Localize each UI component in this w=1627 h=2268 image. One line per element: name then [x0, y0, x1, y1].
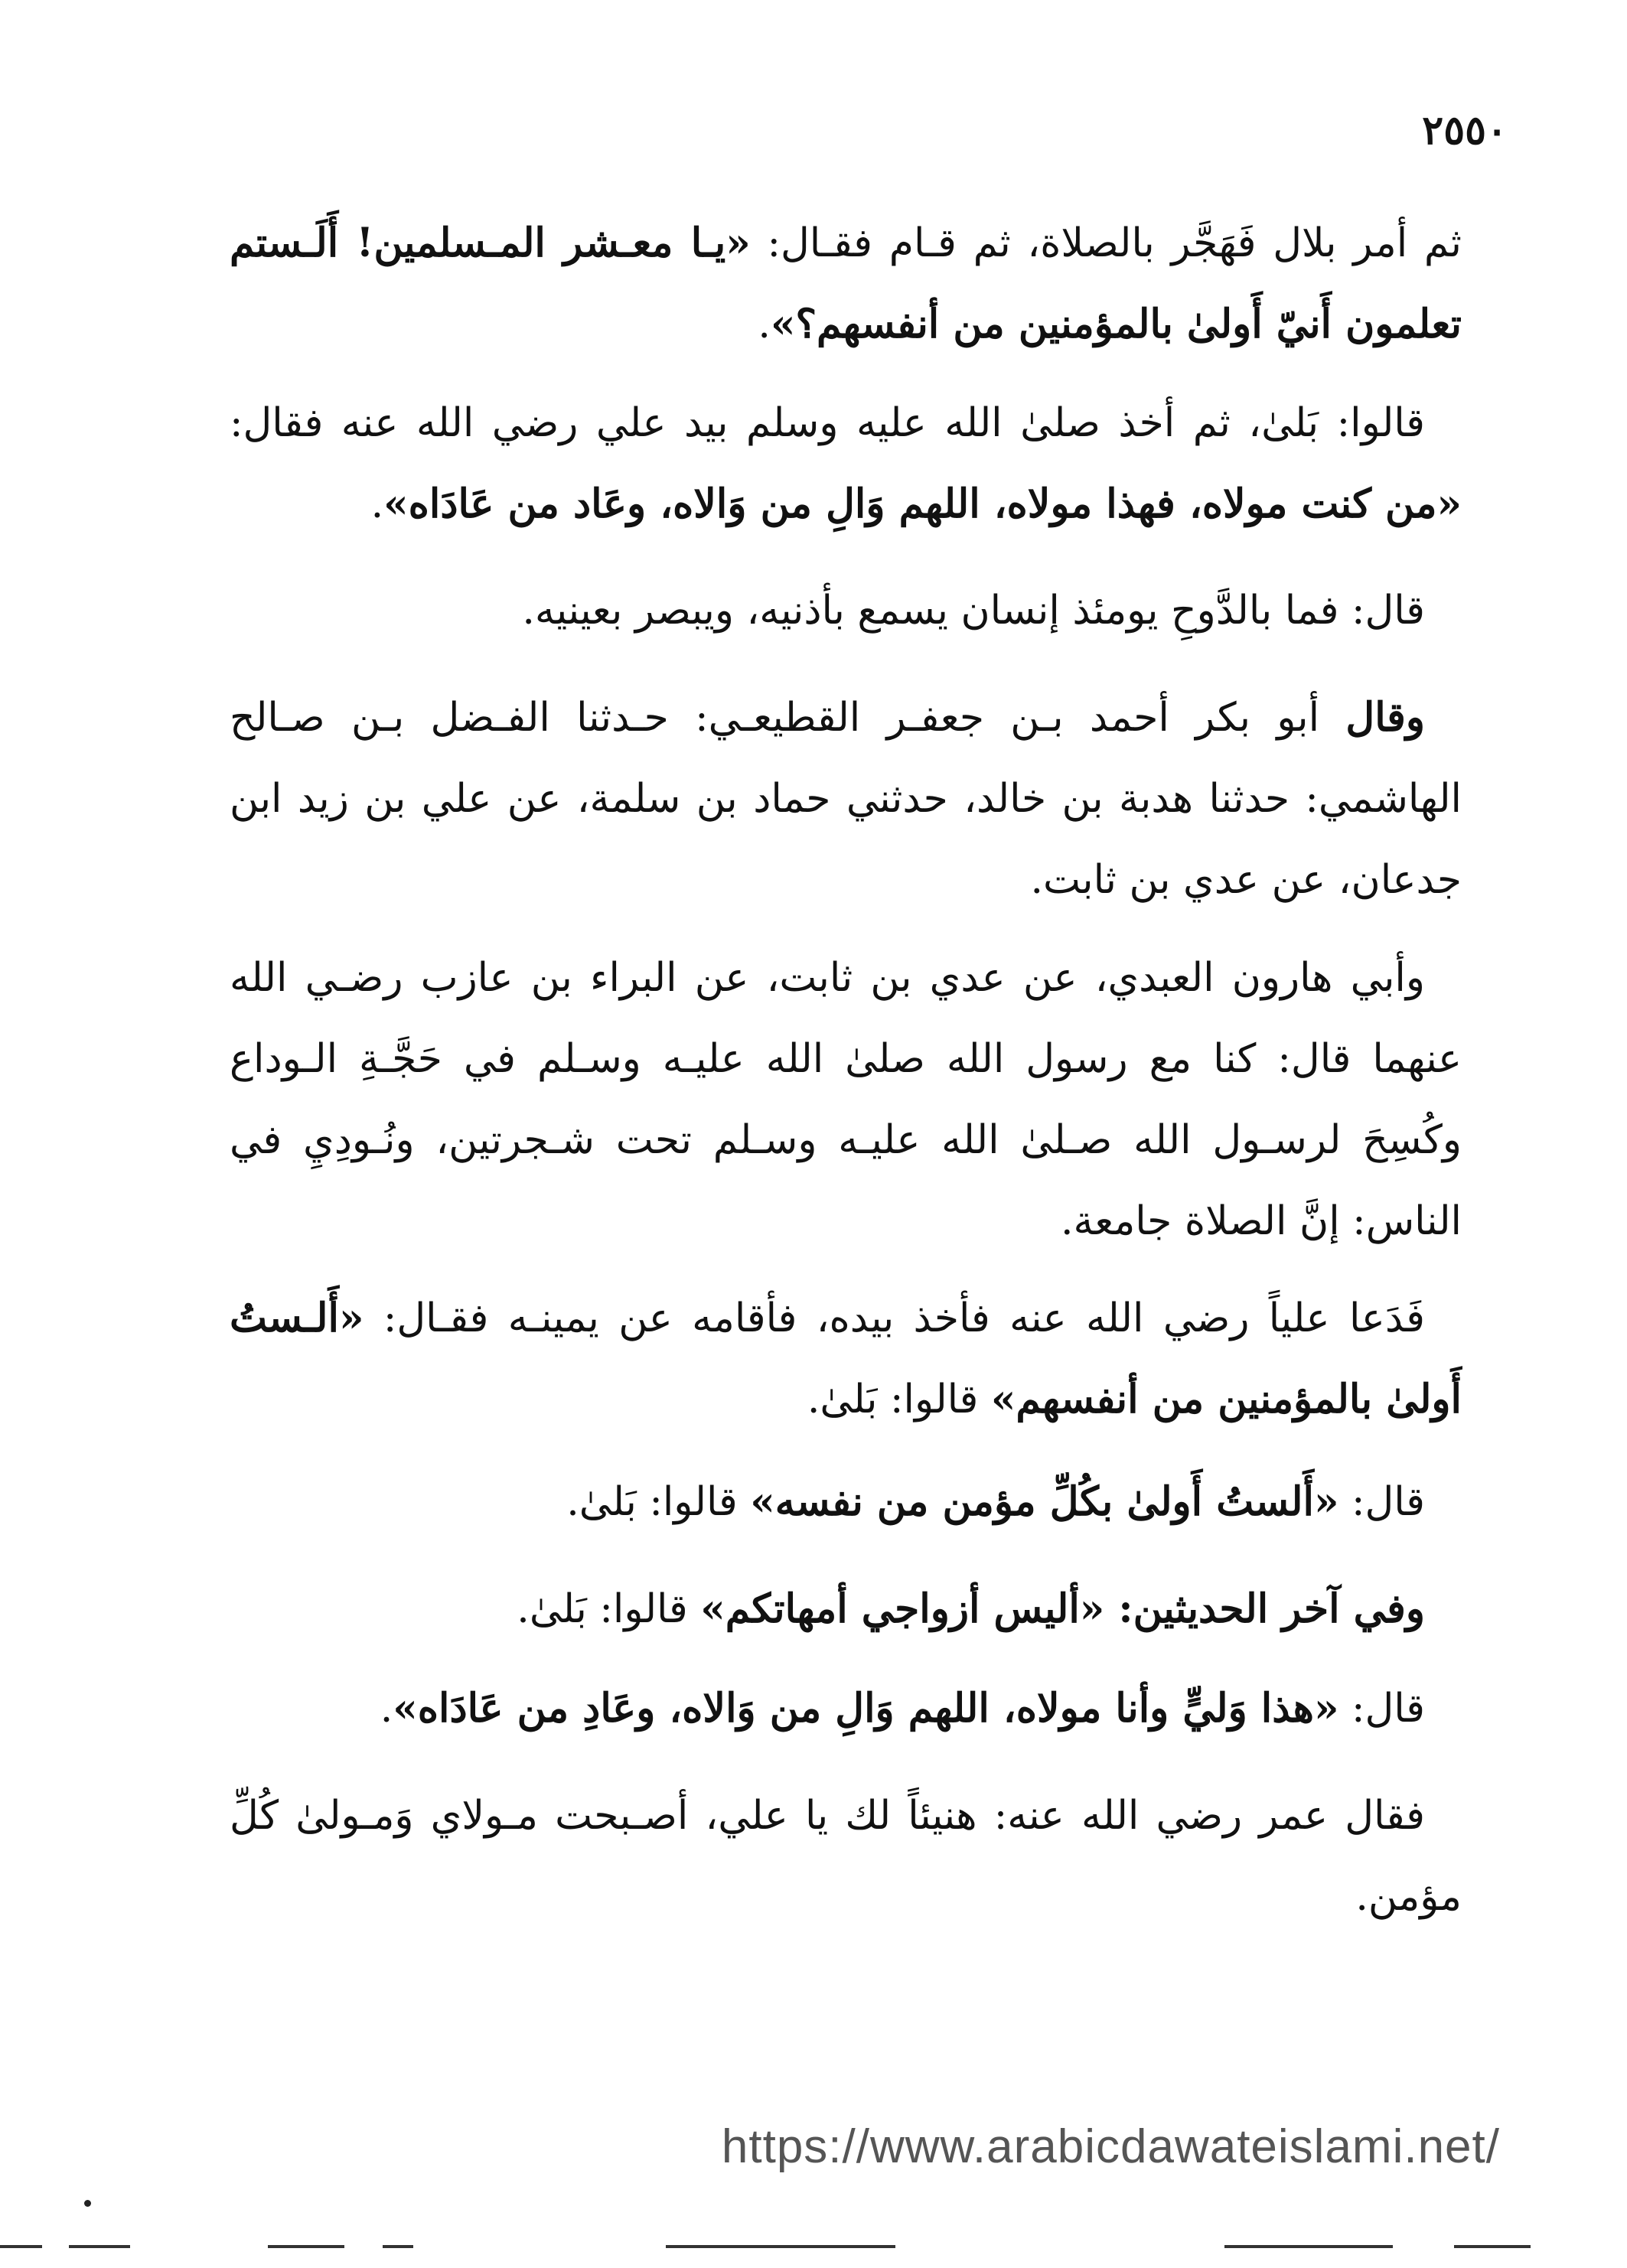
bottom-rule [1454, 2245, 1531, 2248]
text-run: قال: [1338, 1479, 1425, 1525]
text-run-bold: «أَلـستُ أَولىٰ بالمؤمنين من أنفسهم» [230, 1295, 1462, 1422]
bottom-rule [1224, 2245, 1393, 2248]
paragraph-2 [230, 383, 1462, 545]
paragraph-text [230, 677, 1462, 921]
text-run: أبو بكر أحمد بـن جعفـر القطيعـي: حـدثنا الفـضل بـن صـالح الهاشمي: حدثنا هدبة بن خالد، حدثني حماد بن سلمة، عن علي بن زيد ابن جدعان، عن عدي بن ثابت. [230, 695, 1462, 903]
paragraph-text [230, 1278, 1462, 1440]
text-run-bold: «يـا معـشر المـسلمين! أَلَـستم تعلمون أَنيّ أَولىٰ بالمؤمنين من أنفسهم؟» [230, 220, 1462, 347]
text-run: قال: فما بالدَّوحِ يومئذ إنسان يسمع بأذنيه، ويبصر بعينيه. [522, 588, 1425, 634]
paragraph-10 [230, 1775, 1462, 1937]
paragraph-5 [230, 937, 1462, 1262]
scan-dot [84, 2200, 91, 2207]
paragraph-text [230, 383, 1462, 545]
text-run: قالوا: بَلىٰ. [807, 1377, 991, 1422]
paragraph-text [230, 570, 1462, 651]
text-run: قالوا: بَلىٰ، ثم أخذ صلىٰ الله عليه وسلم بيد علي رضي الله عنه فقال: [230, 400, 1425, 446]
text-run-bold: وقال [1345, 694, 1425, 741]
paragraph-7 [230, 1461, 1462, 1543]
text-run-bold: «أليس أزواجي أمهاتكم» [700, 1585, 1105, 1632]
text-run-bold: «هذا وَليٍّ وأنا مولاه، اللهم وَالِ من وَالاه، وعَادِ من عَادَاه» [393, 1685, 1339, 1732]
text-run: فقال عمر رضي الله عنه: هنيئاً لك يا علي، أصـبحت مـولاي وَمـولىٰ كُلِّ مؤمن. [230, 1793, 1462, 1920]
bottom-rule [666, 2245, 895, 2248]
paragraph-9 [230, 1668, 1462, 1749]
text-run: . [370, 481, 384, 527]
paragraph-text [230, 1569, 1462, 1650]
text-run: . [380, 1686, 393, 1732]
text-run-bold: وفي آخر الحديثين: [1104, 1585, 1425, 1632]
bottom-rule [0, 2245, 42, 2248]
page-number: ٢٥٥٠ [1422, 107, 1508, 154]
text-run: قالوا: بَلىٰ. [566, 1479, 751, 1525]
paragraph-text [230, 937, 1462, 1262]
paragraph-text [230, 203, 1462, 365]
paragraph-text [230, 1668, 1462, 1749]
text-run: . [758, 301, 771, 347]
text-run-bold: «أَلستُ أَولىٰ بكُلِّ مؤمن من نفسه» [750, 1478, 1339, 1525]
text-run: وأبي هارون العبدي، عن عدي بن ثابت، عن البراء بن عازب رضـي الله عنهما قال: كنا مع رسول الله صلىٰ الله عليـه وسـلم في حَجَّـةِ الـوداع وكُسِحَ لرسـول الله صـلىٰ الله عليـه وسـلم تحت شـجرتين، ونُـودِيِ في الناس: إنَّ الصلاة جامعة. [230, 955, 1462, 1244]
text-run-bold: «من كنت مولاه، فهذا مولاه، اللهم وَالِ من وَالاه، وعَاد من عَادَاه» [383, 481, 1462, 527]
footer-url-watermark: https://www.arabicdawateislami.net/ [721, 2120, 1500, 2173]
text-run: ثم أمر بلال فَهَجَّر بالصلاة، ثم قـام فقـال: [750, 220, 1462, 266]
paragraph-3 [230, 570, 1462, 651]
paragraph-1 [230, 203, 1462, 365]
text-run: قالوا: بَلىٰ. [517, 1586, 701, 1632]
paragraph-4 [230, 677, 1462, 921]
bottom-rule [69, 2245, 130, 2248]
text-run: قال: [1338, 1686, 1425, 1732]
paragraph-text [230, 1461, 1462, 1543]
paragraph-text [230, 1775, 1462, 1937]
paragraph-6 [230, 1278, 1462, 1440]
bottom-rule [268, 2245, 344, 2248]
paragraph-8 [230, 1569, 1462, 1650]
text-run: فَدَعا علياً رضي الله عنه فأخذ بيده، فأقامه عن يمينـه فقـال: [364, 1295, 1425, 1341]
bottom-rule [383, 2245, 413, 2248]
